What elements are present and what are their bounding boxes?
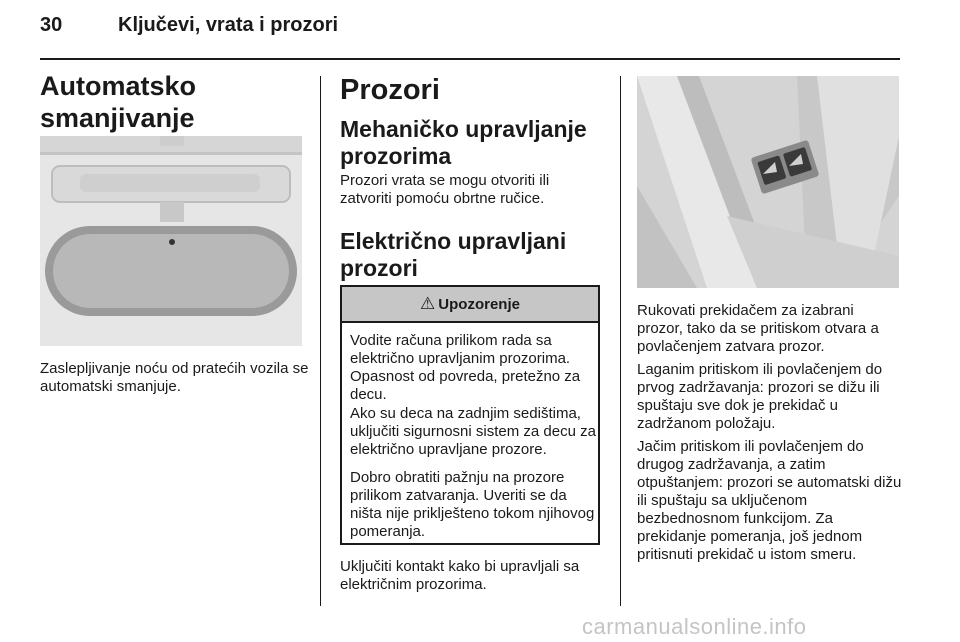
window-switch-photo xyxy=(637,76,899,288)
manual-windows-heading: Mehaničko upravljanje prozorima xyxy=(340,116,587,169)
second-detent-text: Jačim pritiskom ili povlačenjem do drugog zadržavanja, a zatim otpuštanjem: prozori se automatski dižu ili spuštaju sa uključenom bezbednosnom funkcijom. Za prekidanje pomeranja, još jednom pritisnuti prekidač u istom smeru. xyxy=(637,438,902,563)
warning-paragraph: Dobro obratiti pažnju na prozore prilikom zatvaranja. Uveriti se da ništa nije priklješteno tokom njihovog pomeranja. xyxy=(350,469,595,540)
column-divider xyxy=(620,76,621,606)
section-title: Ključevi, vrata i prozori xyxy=(118,14,339,36)
switch-operation-text: Rukovati prekidačem za izabrani prozor, tako da se pritiskom otvara a povlačenjem zatvara prozor. xyxy=(637,302,879,355)
warning-icon: ⚠ xyxy=(420,294,436,313)
windows-heading: Prozori xyxy=(340,74,440,106)
watermark: carmanualsonline.info xyxy=(582,614,807,639)
rearview-mirror-photo xyxy=(40,136,302,346)
auto-dimming-text: Zaslepljivanje noću od pratećih vozila se automatski smanjuje. xyxy=(40,360,309,395)
warning-paragraph: Ako su deca na zadnjim sedištima, uključiti sigurnosni sistem za decu za električno upravljane prozore. xyxy=(350,405,596,458)
header-rule xyxy=(40,58,900,60)
warning-header xyxy=(342,287,598,323)
auto-dimming-heading: Automatsko smanjivanje xyxy=(40,71,197,133)
warning-title: Upozorenje xyxy=(438,296,520,313)
warning-paragraph: Vodite računa prilikom rada sa električno upravljanim prozorima. Opasnost od povreda, pretežno za decu. xyxy=(350,332,581,403)
warning-box xyxy=(340,285,600,545)
page-number: 30 xyxy=(40,14,63,36)
manual-windows-text: Prozori vrata se mogu otvoriti ili zatvoriti pomoću obrtne ručice. xyxy=(340,172,550,207)
ignition-text: Uključiti kontakt kako bi upravljali sa električnim prozorima. xyxy=(340,558,580,593)
power-windows-heading: Električno upravljani prozori xyxy=(340,228,567,281)
first-detent-text: Laganim pritiskom ili povlačenjem do prvog zadržavanja: prozori se dižu ili spuštaju sve dok je prekidač u zadržanom položaju. xyxy=(637,361,883,432)
column-divider xyxy=(320,76,321,606)
